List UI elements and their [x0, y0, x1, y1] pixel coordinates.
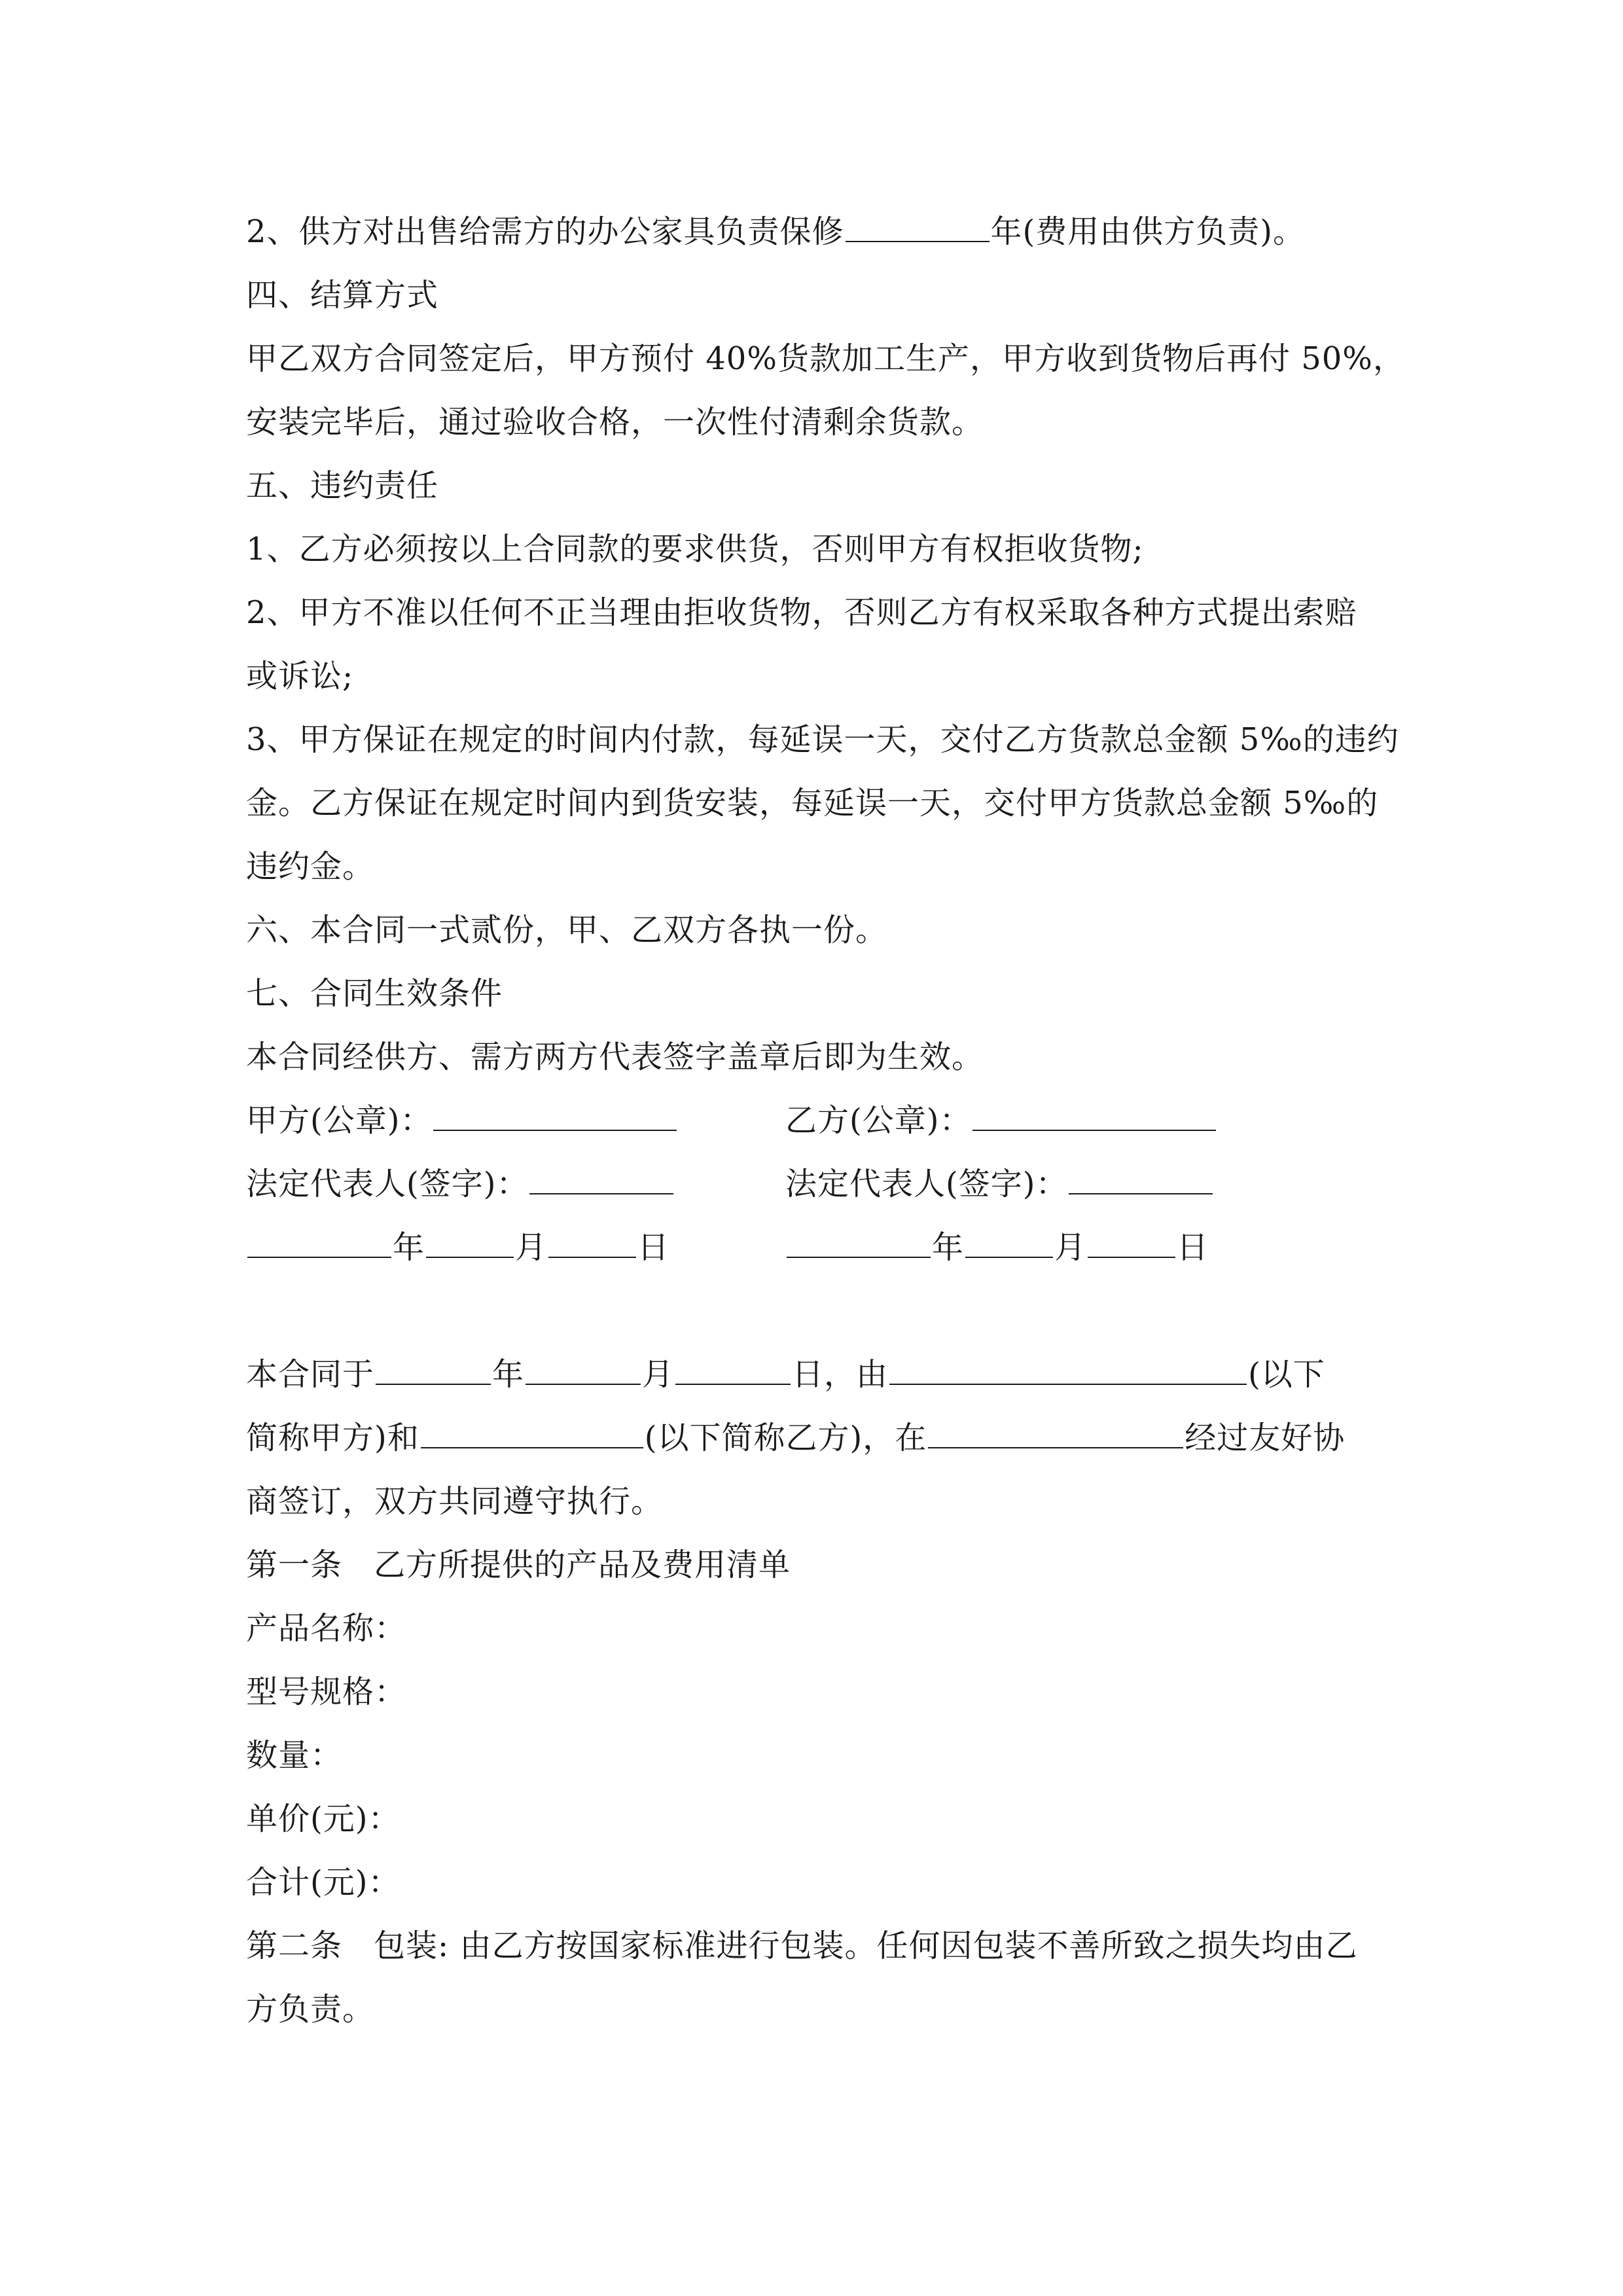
party-a-name-blank [889, 1350, 1247, 1385]
seal-row [246, 1089, 1385, 1153]
liability-item-2: 2、甲方不准以任何不正当理由拒收货物，否则乙方有权采取各种方式提出索赔 [246, 594, 1357, 631]
settlement-text: 甲乙双方合同签定后，甲方预付 40%货款加工生产，甲方收到货物后再付 50%， [246, 340, 1405, 377]
party-a-seal-blank [433, 1096, 677, 1131]
party-a-date: 年 月 日 [246, 1216, 669, 1280]
liability-item-3: 违约金。 [246, 848, 375, 885]
copies-clause: 六、本合同一式贰份，甲、乙双方各执一份。 [246, 912, 888, 948]
contract-intro: 商签订，双方共同遵守执行。 [246, 1483, 664, 1520]
party-b-name-blank [421, 1413, 643, 1448]
party-b-seal-blank [972, 1096, 1216, 1131]
product-field: 型号规格： [246, 1674, 407, 1710]
party-a-representative: 法定代表人(签字)： [246, 1153, 675, 1216]
party-a-rep-blank [529, 1159, 673, 1194]
settlement-text: 安装完毕后，通过验收合格，一次性付清剩余货款。 [246, 404, 984, 440]
date-row [246, 1216, 1385, 1280]
liability-item-1: 1、乙方必须按以上合同款的要求供货，否则甲方有权拒收货物; [246, 531, 1144, 567]
article-2: 第二条 包装: 由乙方按国家标准进行包装。任何因包装不善所致之损失均由乙 [246, 1928, 1358, 1964]
product-field: 产品名称： [246, 1610, 407, 1647]
contract-intro: 简称甲方)和 (以下简称乙方)，在 经过友好协 [246, 1407, 1385, 1470]
signing-place-blank [928, 1413, 1183, 1448]
article-2: 方负责。 [246, 1991, 375, 2028]
party-b-representative: 法定代表人(签字)： [785, 1153, 1214, 1216]
representative-row [246, 1153, 1385, 1216]
contract-page [246, 200, 1405, 2041]
warranty-clause: 2、供方对出售给需方的办公家具负责保修 年(费用由供方负责)。 [246, 200, 1385, 264]
contract-intro: 本合同于 年 月 日，由 (以下 [246, 1343, 1385, 1407]
liability-item-3: 3、甲方保证在规定的时间内付款，每延误一天，交付乙方货款总金额 5‰的违约 [246, 721, 1399, 758]
effective-heading: 七、合同生效条件 [246, 975, 503, 1012]
party-a-seal: 甲方(公章)： [246, 1089, 678, 1153]
warranty-years-blank [846, 207, 990, 242]
product-field: 单价(元)： [246, 1801, 401, 1837]
party-b-date: 年 月 日 [785, 1216, 1209, 1280]
party-b-seal: 乙方(公章)： [785, 1089, 1217, 1153]
party-b-rep-blank [1069, 1159, 1213, 1194]
liability-item-3: 金。乙方保证在规定时间内到货安装，每延误一天，交付甲方货款总金额 5‰的 [246, 785, 1379, 821]
liability-item-2: 或诉讼; [246, 658, 354, 694]
product-field: 合计(元)： [246, 1864, 401, 1901]
liability-heading: 五、违约责任 [246, 467, 439, 504]
product-field: 数量： [246, 1737, 343, 1774]
effective-text: 本合同经供方、需方两方代表签字盖章后即为生效。 [246, 1039, 984, 1075]
settlement-heading: 四、结算方式 [246, 277, 439, 314]
article-1: 第一条 乙方所提供的产品及费用清单 [246, 1547, 791, 1583]
